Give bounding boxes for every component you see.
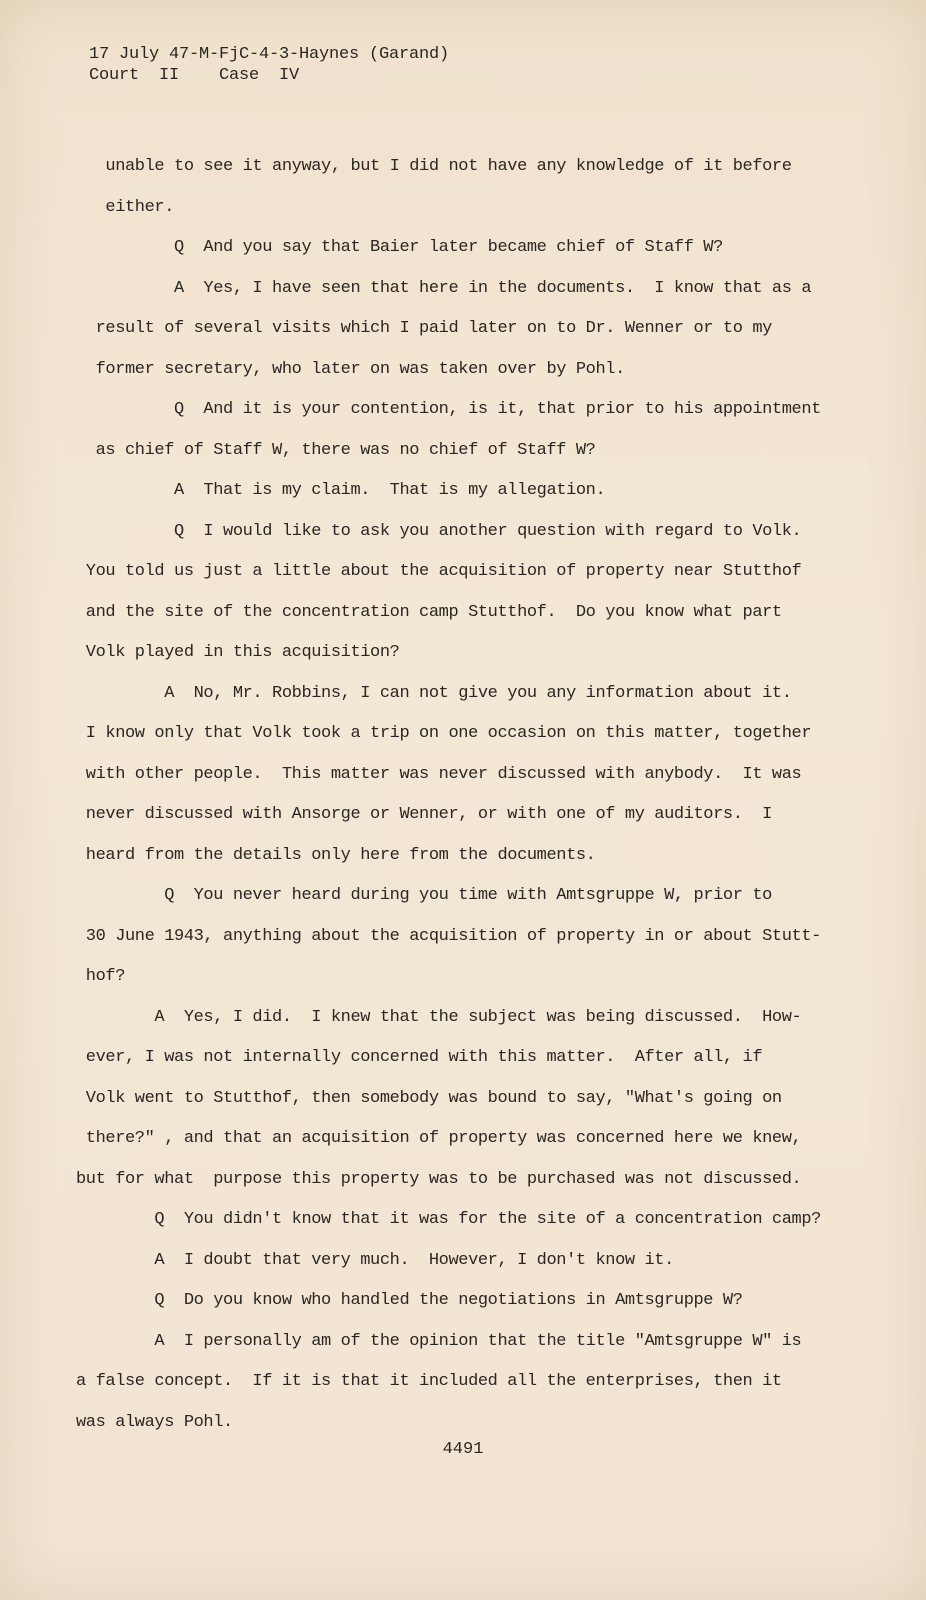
header-date-case-line: 17 July 47-M-FjC-4-3-Haynes (Garand) [89, 45, 450, 64]
transcript-line: Volk played in this acquisition? [76, 643, 400, 662]
transcript-line: was always Pohl. [76, 1412, 233, 1432]
transcript-line: A No, Mr. Robbins, I can not give you any information about it. [76, 683, 792, 703]
transcript-line: Q Do you know who handled the negotiations in Amtsgruppe W? [76, 1291, 743, 1310]
transcript-line: with other people. This matter was never discussed with anybody. It was [76, 764, 802, 784]
transcript-line: heard from the details only here from the documents. [76, 845, 596, 865]
transcript-line: hof? [76, 967, 126, 986]
transcript-line: result of several visits which I paid later on to Dr. Wenner or to my [76, 319, 772, 338]
transcript-line: a false concept. If it is that it included all the enterprises, then it [76, 1372, 782, 1391]
transcript-line: You told us just a little about the acquisition of property near Stutthof [76, 562, 802, 581]
header-court-case-line: Court II Case IV [89, 66, 300, 85]
transcript-line: 30 June 1943, anything about the acquisition of property in or about Stutt- [76, 926, 821, 946]
transcript-line: Q And it is your contention, is it, that prior to his appointment [76, 400, 821, 419]
transcript-line: Volk went to Stutthof, then somebody was bound to say, "What's going on [76, 1088, 782, 1108]
page-number: 4491 [442, 1440, 484, 1459]
transcript-body [76, 147, 846, 1443]
transcript-line: Q You didn't know that it was for the site of a concentration camp? [76, 1210, 821, 1229]
transcript-line: never discussed with Ansorge or Wenner, or with one of my auditors. I [76, 805, 772, 824]
transcript-line: either. [76, 197, 175, 217]
transcript-line: A That is my claim. That is my allegation. [76, 481, 606, 500]
transcript-line: and the site of the concentration camp Stutthof. Do you know what part [76, 602, 782, 622]
transcript-line: as chief of Staff W, there was no chief of Staff W? [76, 440, 596, 460]
transcript-line: A I doubt that very much. However, I don't know it. [76, 1250, 674, 1270]
transcript-line: I know only that Volk took a trip on one occasion on this matter, together [76, 724, 812, 743]
transcript-line: but for what purpose this property was to be purchased was not discussed. [76, 1169, 802, 1189]
transcript-line: unable to see it anyway, but I did not have any knowledge of it before [76, 157, 792, 176]
transcript-line: A Yes, I have seen that here in the documents. I know that as a [76, 278, 812, 298]
transcript-line: Q You never heard during you time with Amtsgruppe W, prior to [76, 886, 772, 905]
transcript-line: there?" , and that an acquisition of property was concerned here we knew, [76, 1129, 802, 1148]
document-header [89, 44, 449, 86]
transcript-line: Q And you say that Baier later became chief of Staff W? [76, 238, 723, 257]
transcript-line: ever, I was not internally concerned with this matter. After all, if [76, 1048, 763, 1067]
transcript-line: former secretary, who later on was taken over by Pohl. [76, 359, 625, 379]
transcript-line: A I personally am of the opinion that the title "Amtsgruppe W" is [76, 1331, 802, 1351]
transcript-line: A Yes, I did. I knew that the subject was being discussed. How- [76, 1007, 802, 1027]
transcript-line: Q I would like to ask you another question with regard to Volk. [76, 521, 802, 541]
